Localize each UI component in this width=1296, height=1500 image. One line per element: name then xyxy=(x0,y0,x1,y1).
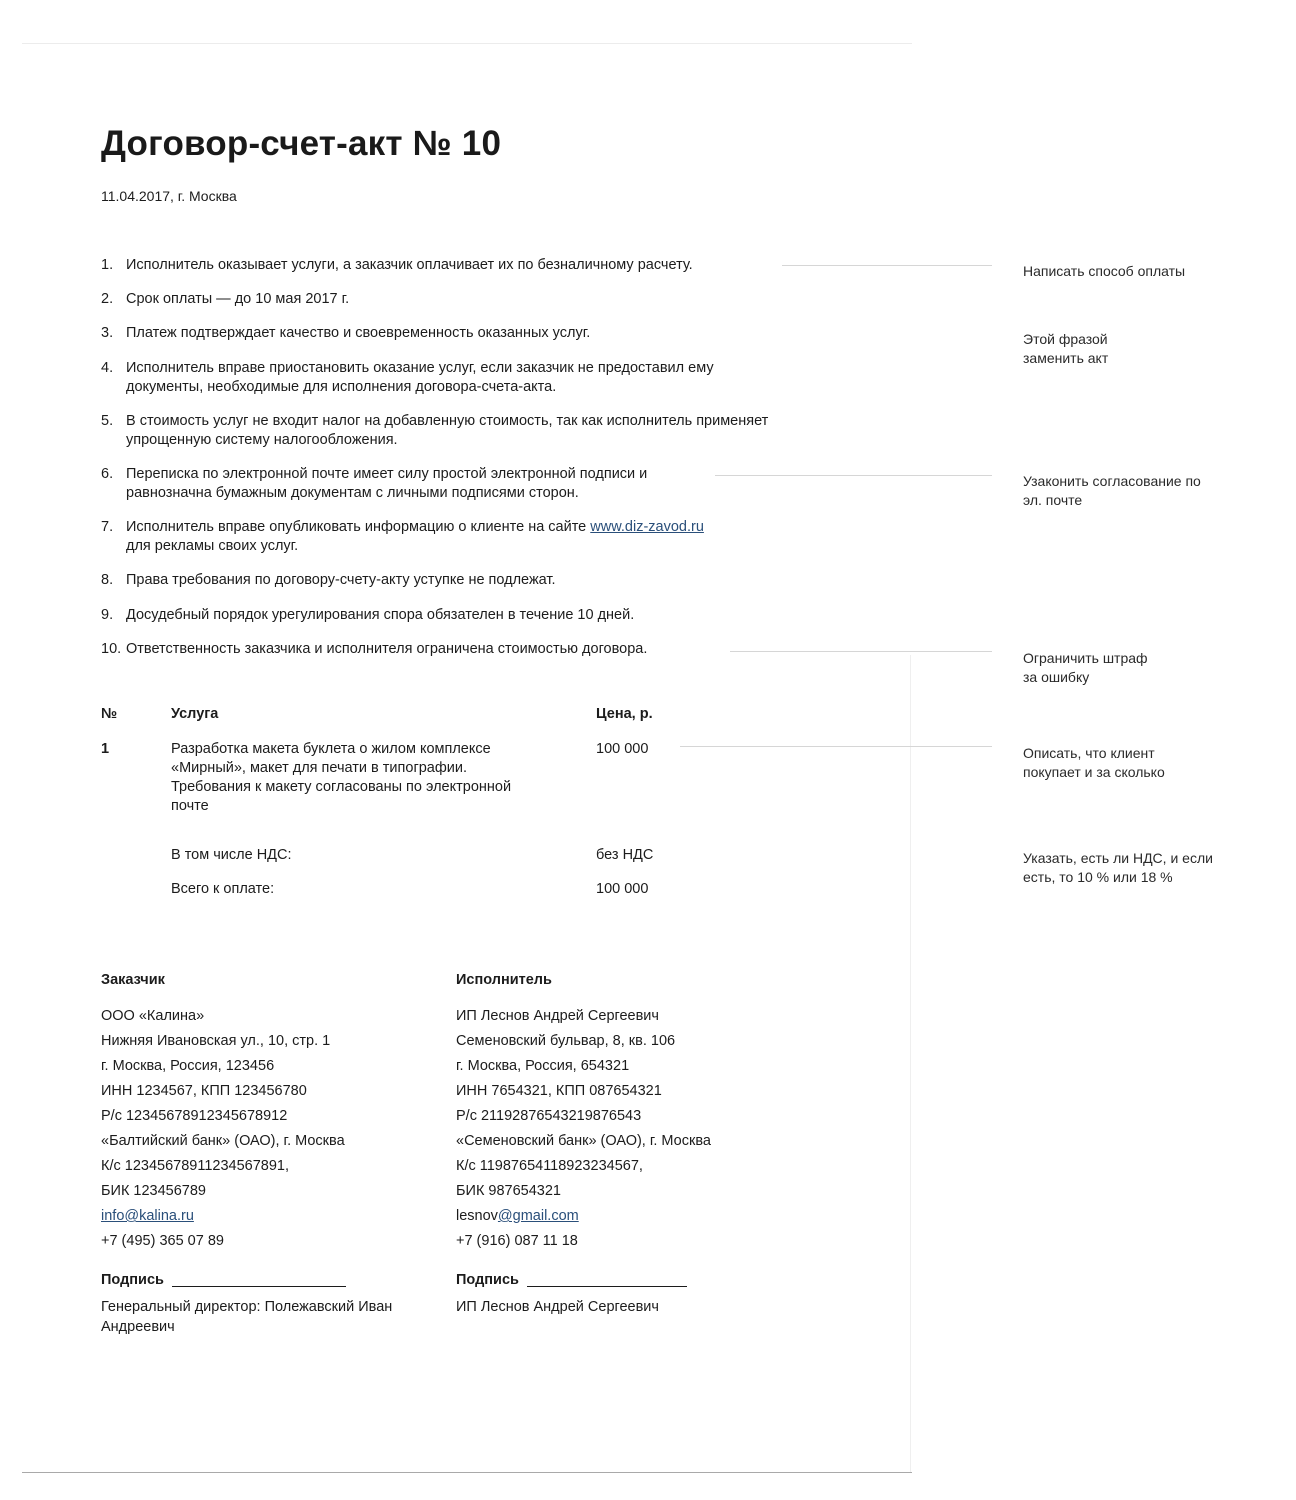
customer-bik: БИК 123456789 xyxy=(101,1183,206,1199)
clause-text: Исполнитель вправе опубликовать информацию о клиенте на сайте xyxy=(126,519,587,535)
contractor-bank: «Семеновский банк» (ОАО), г. Москва xyxy=(456,1133,711,1149)
customer-signer: Генеральный директор: Полежавский Иван Андреевич xyxy=(101,1299,393,1335)
customer-phone: +7 (495) 365 07 89 xyxy=(101,1233,224,1249)
clause-text: Переписка по электронной почте имеет силу простой электронной подписи и равнозначна бумажным документам с личными подписями сторон. xyxy=(126,466,648,501)
clause-text: Исполнитель вправе приостановить оказание услуг, если заказчик не предоставил ему документы, необходимые для исполнения договора-счета-акта. xyxy=(126,360,714,395)
clause-2 xyxy=(101,290,821,309)
contractor-email-link[interactable]: @gmail.com xyxy=(497,1208,579,1224)
contractor-inn: ИНН 7654321, КПП 087654321 xyxy=(456,1083,662,1099)
clause-9 xyxy=(101,606,821,625)
clause-number: 1. xyxy=(101,257,114,273)
contractor-account: Р/с 21192876543219876543 xyxy=(456,1108,642,1124)
table-header-service: Услуга xyxy=(171,706,219,722)
clause-number: 2. xyxy=(101,291,114,307)
signature-label: Подпись xyxy=(101,1272,164,1288)
site-link[interactable]: www.diz-zavod.ru xyxy=(590,519,704,535)
contractor-details xyxy=(456,1004,711,1254)
clause-number: 9. xyxy=(101,607,114,623)
clause-number: 10. xyxy=(101,641,122,657)
signature-line xyxy=(172,1286,346,1287)
signature-label: Подпись xyxy=(456,1272,519,1288)
contractor-city: г. Москва, Россия, 654321 xyxy=(456,1058,630,1074)
document-date-place: 11.04.2017, г. Москва xyxy=(101,188,237,204)
signature-line xyxy=(527,1286,687,1287)
document-title: Договор-счет-акт № 10 xyxy=(101,124,502,163)
clause-number: 6. xyxy=(101,466,114,482)
customer-name: ООО «Калина» xyxy=(101,1008,205,1024)
margin-note-payment: Написать способ оплаты xyxy=(1023,263,1186,279)
clause-7 xyxy=(101,518,771,556)
margin-note-act: Этой фразой заменить акт xyxy=(1023,331,1109,366)
customer-heading: Заказчик xyxy=(101,972,165,988)
customer-signature-row xyxy=(101,1272,346,1288)
table-header-number: № xyxy=(101,706,118,722)
clause-1 xyxy=(101,256,821,275)
contractor-signature-row xyxy=(456,1272,687,1288)
clause-text: Права требования по договору-счету-акту уступке не подлежат. xyxy=(126,572,556,588)
customer-city: г. Москва, Россия, 123456 xyxy=(101,1058,275,1074)
clause-10 xyxy=(101,640,821,659)
page-bottom-edge xyxy=(22,1472,912,1473)
margin-note-penalty: Ограничить штраф за ошибку xyxy=(1023,650,1148,685)
margin-note-vat: Указать, есть ли НДС, и если есть, то 10 % или 18 % xyxy=(1023,850,1213,885)
clause-5 xyxy=(101,412,771,450)
customer-details xyxy=(101,1004,345,1254)
page-right-edge xyxy=(910,655,911,1473)
table-row-number: 1 xyxy=(101,741,110,757)
table-row-service: Разработка макета буклета о жилом комплексе «Мирный», макет для печати в типографии. Требования к макету согласованы по электронной почте xyxy=(171,741,512,814)
clause-number: 5. xyxy=(101,413,114,429)
contractor-email xyxy=(456,1204,711,1229)
clause-number: 4. xyxy=(101,360,114,376)
contractor-heading: Исполнитель xyxy=(456,972,552,988)
customer-inn: ИНН 1234567, КПП 123456780 xyxy=(101,1083,307,1099)
vat-label: В том числе НДС: xyxy=(171,847,292,863)
clause-text: Срок оплаты — до 10 мая 2017 г. xyxy=(126,291,350,307)
clause-6 xyxy=(101,465,701,503)
guide-line xyxy=(782,265,992,266)
total-value: 100 000 xyxy=(596,881,649,897)
contractor-phone: +7 (916) 087 11 18 xyxy=(456,1233,578,1249)
vat-value: без НДС xyxy=(596,847,654,863)
clause-number: 7. xyxy=(101,519,114,535)
customer-address: Нижняя Ивановская ул., 10, стр. 1 xyxy=(101,1033,331,1049)
contractor-bik: БИК 987654321 xyxy=(456,1183,561,1199)
total-label: Всего к оплате: xyxy=(171,881,275,897)
contractor-name: ИП Леснов Андрей Сергеевич xyxy=(456,1008,659,1024)
customer-email-link[interactable]: info@kalina.ru xyxy=(101,1208,194,1224)
customer-bank: «Балтийский банк» (ОАО), г. Москва xyxy=(101,1133,345,1149)
clause-text: Досудебный порядок урегулирования спора обязателен в течение 10 дней. xyxy=(126,607,635,623)
clause-text-continued: для рекламы своих услуг. xyxy=(126,538,299,554)
page-top-edge xyxy=(22,43,912,44)
guide-line xyxy=(715,475,992,476)
clause-text: В стоимость услуг не входит налог на добавленную стоимость, так как исполнитель применяет упрощенную систему налогообложения. xyxy=(126,413,769,448)
clause-number: 3. xyxy=(101,325,114,341)
contractor-email-user: lesnov xyxy=(456,1208,498,1224)
guide-line xyxy=(680,746,992,747)
customer-account: Р/с 12345678912345678912 xyxy=(101,1108,288,1124)
clause-3 xyxy=(101,324,821,343)
table-header-price: Цена, р. xyxy=(596,706,653,722)
clause-text: Исполнитель оказывает услуги, а заказчик оплачивает их по безналичному расчету. xyxy=(126,257,693,273)
table-row-price: 100 000 xyxy=(596,741,649,757)
clause-text: Ответственность заказчика и исполнителя ограничена стоимостью договора. xyxy=(126,641,648,657)
margin-note-email: Узаконить согласование по эл. почте xyxy=(1023,473,1201,508)
clause-4 xyxy=(101,359,771,397)
clause-number: 8. xyxy=(101,572,114,588)
customer-corr-account: К/с 12345678911234567891, xyxy=(101,1158,289,1174)
margin-note-service: Описать, что клиент покупает и за сколько xyxy=(1023,745,1165,780)
contractor-corr-account: К/с 11987654118923234567, xyxy=(456,1158,643,1174)
guide-line xyxy=(730,651,992,652)
contractor-address: Семеновский бульвар, 8, кв. 106 xyxy=(456,1033,676,1049)
clause-text: Платеж подтверждает качество и своевременность оказанных услуг. xyxy=(126,325,591,341)
clause-8 xyxy=(101,571,821,590)
contractor-signer: ИП Леснов Андрей Сергеевич xyxy=(456,1299,659,1315)
